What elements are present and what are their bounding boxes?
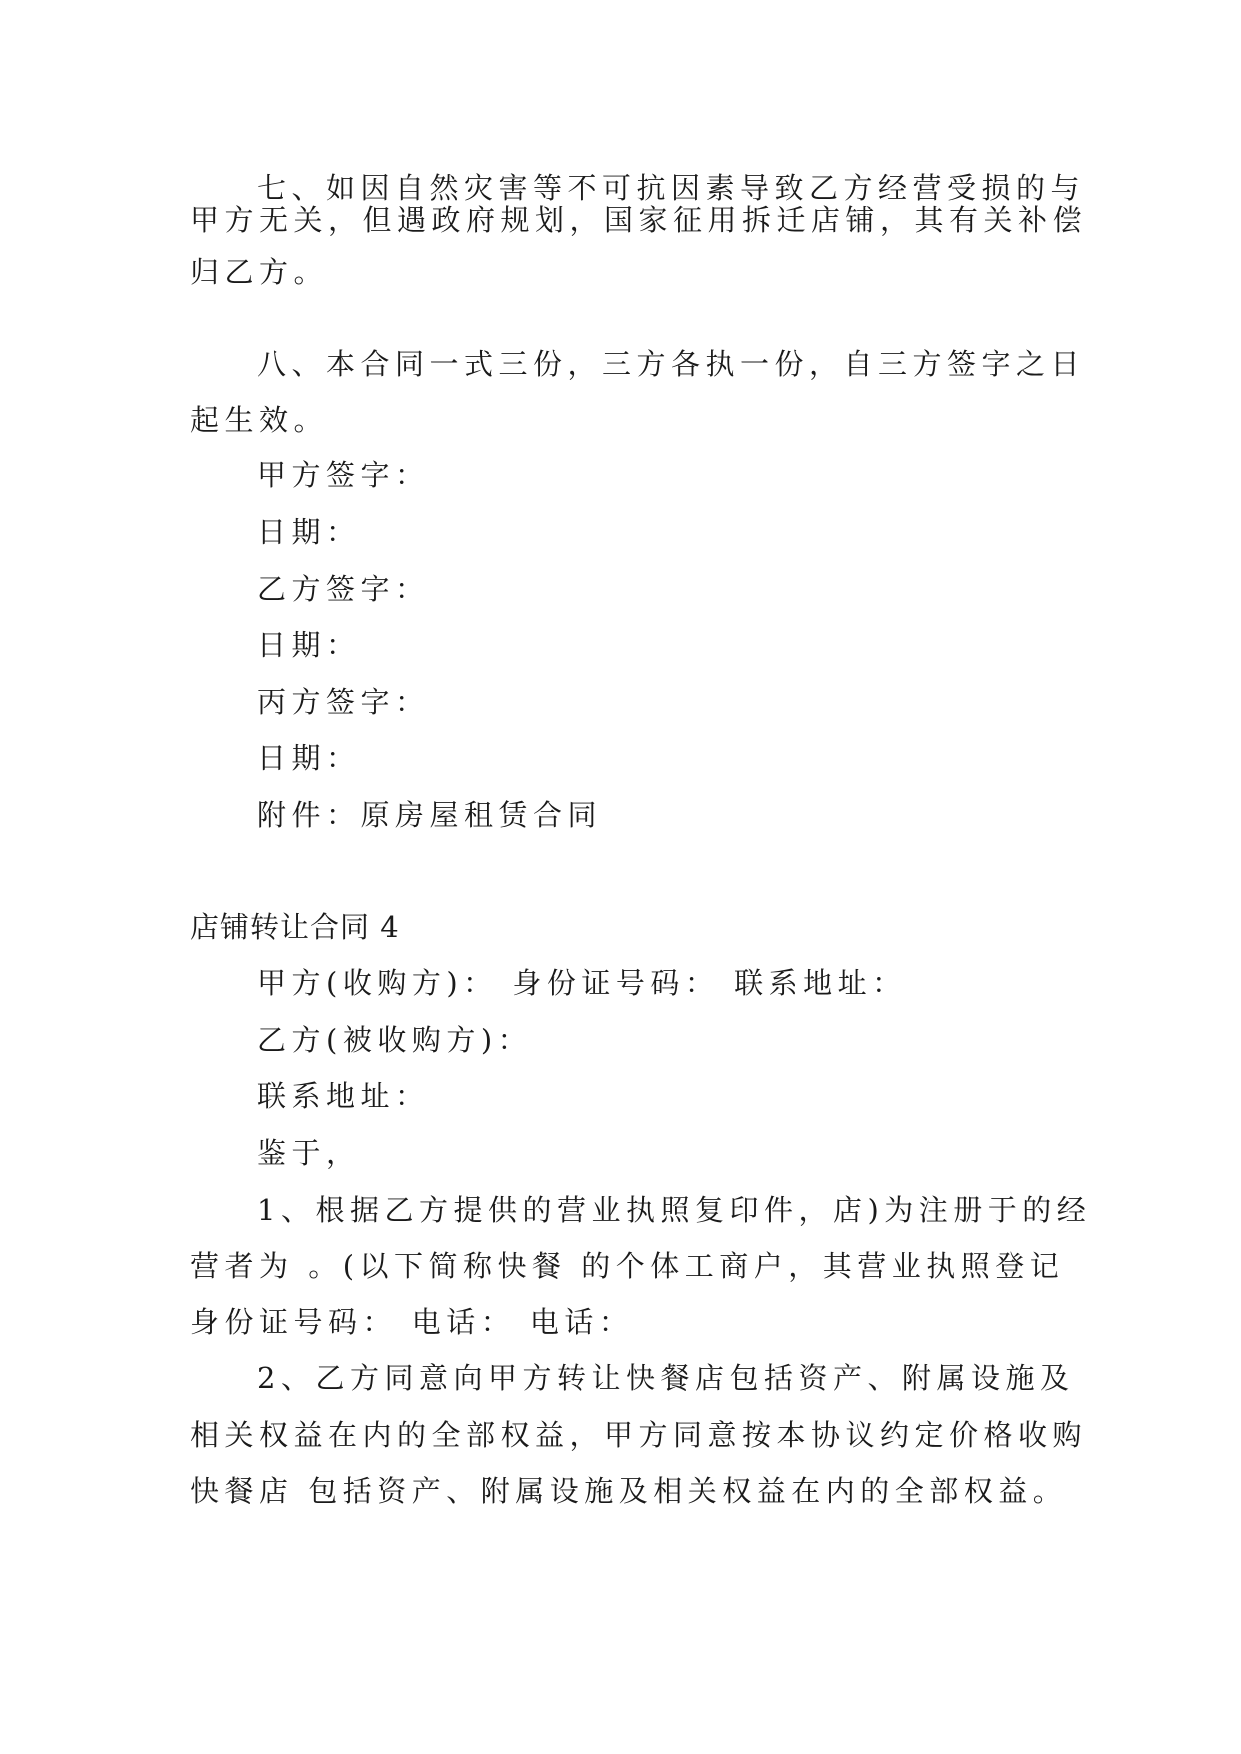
signature-party-b: 乙方签字： — [257, 572, 430, 606]
contract4-item2-line3: 快餐店 包括资产、附属设施及相关权益在内的全部权益。 — [190, 1474, 1068, 1508]
contract4-party-a: 甲方(收购方)： 身份证号码： 联系地址： — [257, 966, 907, 1000]
clause7-line1: 七、如因自然灾害等不可抗因素导致乙方经营受损的与 — [257, 171, 1086, 205]
signature-date-b: 日期： — [257, 628, 361, 662]
signature-party-c: 丙方签字： — [257, 685, 430, 719]
clause8-line2: 起生效。 — [190, 403, 329, 437]
contract4-item2-line2: 相关权益在内的全部权益，甲方同意按本协议约定价格收购 — [190, 1418, 1088, 1452]
signature-date-a: 日期： — [257, 515, 361, 549]
attachment-line: 附件：原房屋租赁合同 — [257, 798, 603, 832]
clause8-line1: 八、本合同一式三份，三方各执一份，自三方签字之日 — [257, 347, 1086, 381]
contract4-party-b: 乙方(被收购方)： — [257, 1023, 533, 1057]
contract4-title: 店铺转让合同 4 — [190, 910, 400, 944]
signature-date-c: 日期： — [257, 741, 361, 775]
contract4-item1-line3: 身份证号码： 电话： 电话： — [190, 1305, 634, 1339]
clause7-line3: 归乙方。 — [190, 255, 329, 289]
signature-party-a: 甲方签字： — [257, 458, 430, 492]
contract4-whereas: 鉴于， — [257, 1136, 361, 1170]
contract4-address: 联系地址： — [257, 1079, 430, 1113]
contract4-item1-line2: 营者为 。(以下简称快餐 的个体工商户，其营业执照登记 — [190, 1249, 1065, 1283]
contract4-item1-line1: 1、根据乙方提供的营业执照复印件，店)为注册于的经 — [257, 1193, 1092, 1227]
clause7-line2: 甲方无关，但遇政府规划，国家征用拆迁店铺，其有关补偿 — [190, 203, 1088, 237]
contract4-item2-line1: 2、乙方同意向甲方转让快餐店包括资产、附属设施及 — [257, 1361, 1075, 1395]
